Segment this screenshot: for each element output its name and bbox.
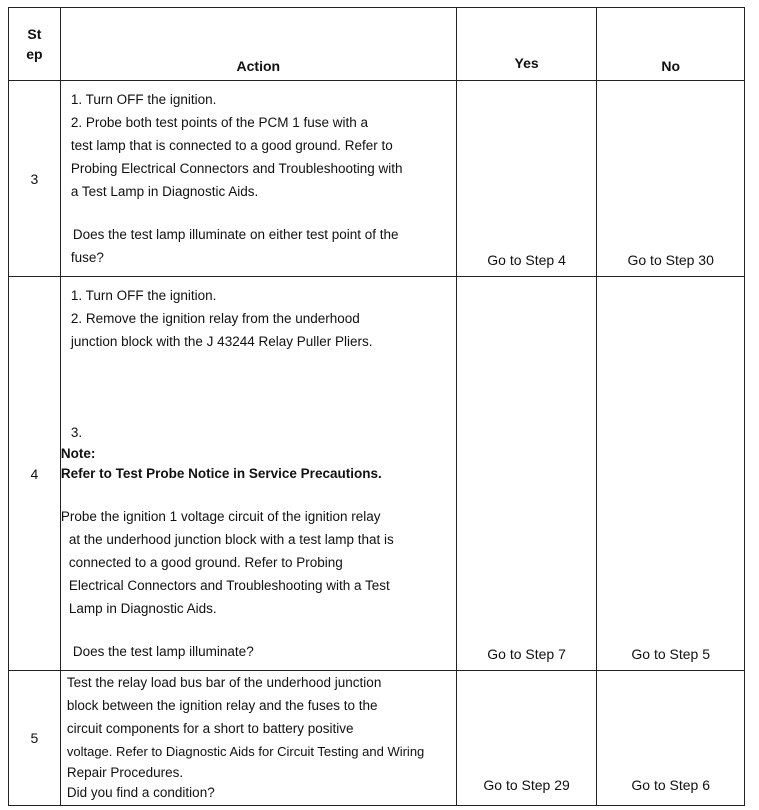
action-line: fuse? (70, 250, 104, 265)
action-line: test lamp that is connected to a good ground. Refer to (70, 138, 393, 153)
step-number: 5 (9, 671, 61, 805)
action-text (61, 277, 457, 670)
step-number: 3 (9, 81, 61, 276)
action-line: 2. Remove the ignition relay from the underhood (70, 311, 360, 326)
action-line: connected to a good ground. Refer to Probing (68, 555, 343, 570)
header-step-line2: ep (26, 46, 43, 62)
no-goto: Go to Step 5 (631, 646, 710, 662)
action-line: Probe the ignition 1 voltage circuit of the ignition relay (60, 509, 381, 524)
action-line: Test the relay load bus bar of the underhood junction (66, 675, 382, 690)
yes-cell (457, 671, 598, 805)
diagnostic-table (8, 7, 745, 806)
action-line: Does the test lamp illuminate? (72, 644, 254, 659)
no-cell (597, 81, 744, 276)
action-line: 3. (70, 425, 83, 440)
note-label: Note: (60, 446, 96, 461)
yes-goto: Go to Step 29 (483, 777, 570, 793)
action-line: circuit components for a short to battery positive (66, 721, 354, 736)
header-step-line1: St (27, 26, 42, 42)
action-line: Electrical Connectors and Troubleshooting with a Test (68, 578, 390, 593)
action-line: 2. Probe both test points of the PCM 1 fuse with a (70, 115, 369, 130)
no-goto: Go to Step 6 (631, 777, 710, 793)
note-text: Refer to Test Probe Notice in Service Precautions. (60, 466, 382, 481)
action-line: Lamp in Diagnostic Aids. (68, 601, 217, 616)
action-line: 1. Turn OFF the ignition. (70, 92, 217, 107)
header-no: No (661, 58, 681, 74)
step-number: 4 (9, 277, 61, 670)
no-goto: Go to Step 30 (627, 252, 714, 268)
yes-cell (457, 277, 598, 670)
header-action: Action (61, 8, 457, 80)
table-row-step-3 (9, 81, 744, 277)
no-cell (597, 277, 744, 670)
header-step (9, 8, 61, 80)
action-text (61, 81, 457, 276)
table-header-row (9, 8, 744, 81)
action-line: block between the ignition relay and the fuses to the (66, 698, 378, 713)
action-line: voltage. Refer to Diagnostic Aids for Circuit Testing and Wiring (66, 744, 425, 759)
action-line: Does the test lamp illuminate on either test point of the (72, 227, 399, 242)
action-line: Probing Electrical Connectors and Troubleshooting with (70, 161, 403, 176)
action-text (61, 671, 457, 805)
action-line: Repair Procedures. (66, 765, 184, 780)
action-line: 1. Turn OFF the ignition. (70, 288, 217, 303)
action-line: Did you find a condition? (66, 785, 215, 800)
action-line: junction block with the J 43244 Relay Puller Pliers. (70, 334, 373, 349)
table-row-step-5 (9, 671, 744, 805)
no-cell (597, 671, 744, 805)
yes-goto: Go to Step 7 (487, 646, 566, 662)
table-row-step-4 (9, 277, 744, 671)
action-line: a Test Lamp in Diagnostic Aids. (70, 184, 259, 199)
yes-cell (457, 81, 598, 276)
yes-goto: Go to Step 4 (487, 252, 566, 268)
action-line: at the underhood junction block with a test lamp that is (68, 532, 394, 547)
header-yes: Yes (457, 8, 598, 80)
